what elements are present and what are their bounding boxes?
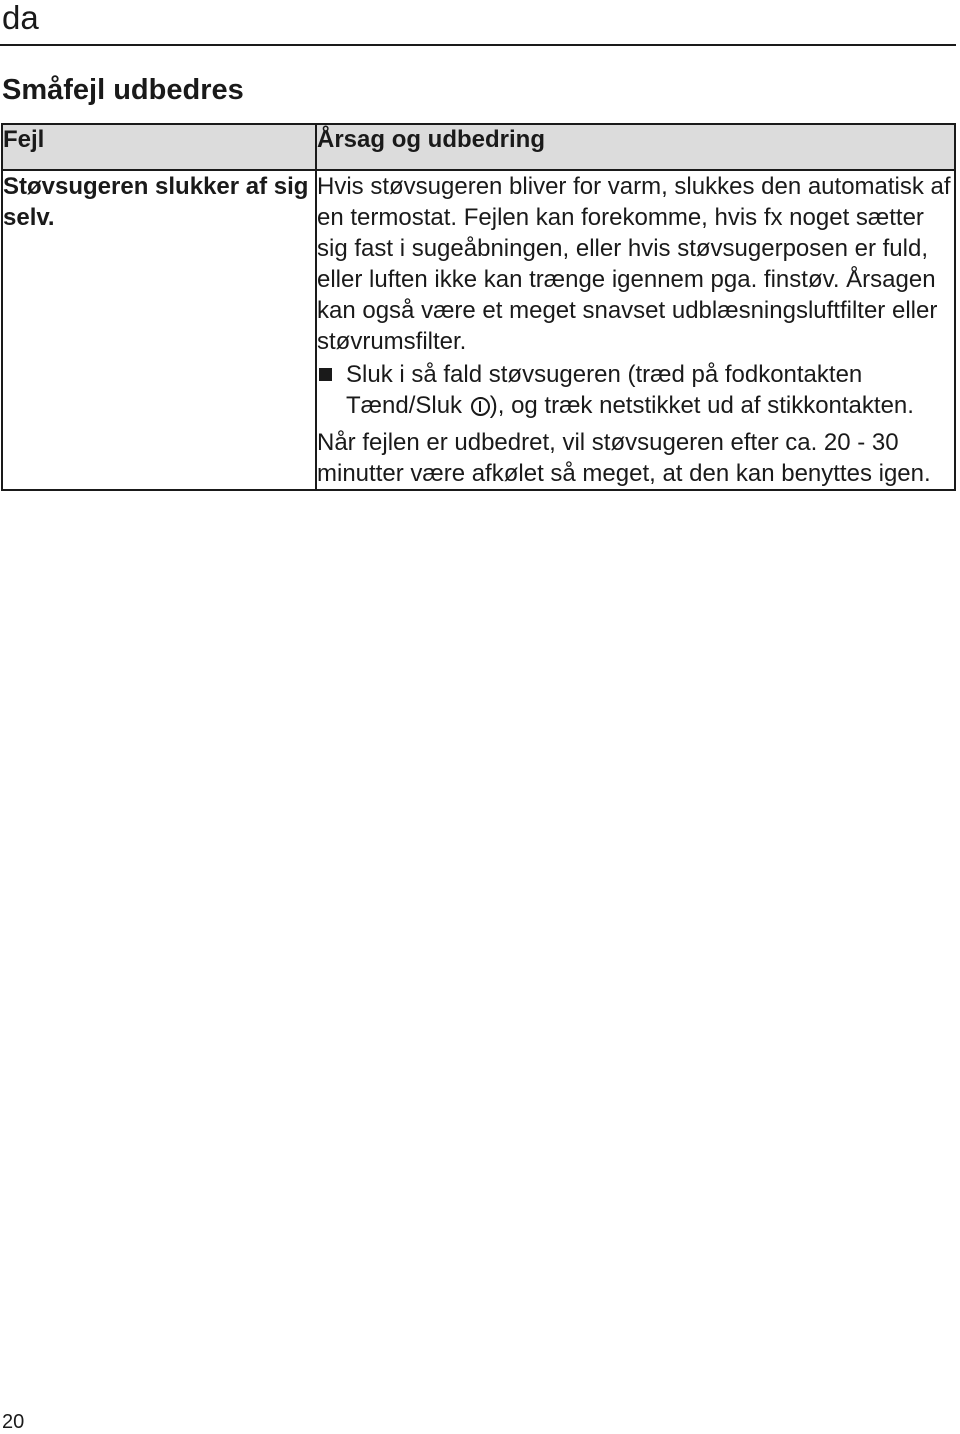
remedy-cell [316,170,955,490]
fault-cell: Støvsugeren slukker af sig selv. [2,170,316,490]
page-number: 20 [2,1411,25,1433]
header-rule [0,44,956,46]
table-header-row [2,124,955,170]
power-icon [471,397,490,416]
column-header-cause-remedy: Årsag og udbedring [316,124,955,170]
cause-text: Hvis støvsugeren bliver for varm, slukkes den automatisk af en termostat. Fejlen kan forekomme, hvis fx noget sætter sig fast i sugeåbningen, eller hvis støvsugerposen er fuld, eller luften ikke kan trænge igennem pga. finstøv. Årsagen kan også være et meget snavset udblæsningsluftfilter eller støvrumsfilter. [317,173,951,355]
remedy-step [317,359,954,421]
column-header-fault: Fejl [2,124,316,170]
closing-text: Når fejlen er udbedret, vil støvsugeren efter ca. 20 - 30 minutter være afkølet så meget, at den kan benyttes igen. [317,429,931,487]
troubleshooting-table [1,123,956,491]
step-text-after-icon: ), og træk netstikket ud af stikkontakten. [489,392,914,419]
table-row [2,170,955,490]
square-bullet-icon [319,368,332,381]
language-code: da [2,0,39,36]
step-text-before-icon: Sluk i så fald støvsugeren (træd på fodkontakten Tænd/Sluk [346,361,863,419]
section-title: Småfejl udbedres [2,74,244,106]
